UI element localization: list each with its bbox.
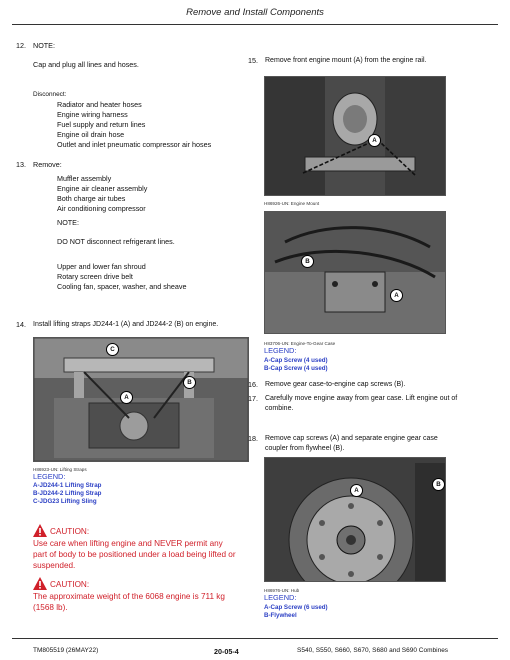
hub-flywheel-photo xyxy=(264,457,446,582)
figure-caption: H86923-UN: Lifting Straps xyxy=(33,467,87,472)
hub-flywheel-illustration xyxy=(265,458,445,581)
legend-title: LEGEND: xyxy=(264,346,297,355)
figure-caption: H83706-UN: Engine-To-Gear Case xyxy=(264,341,336,346)
step-13-label: Remove: xyxy=(33,160,62,169)
step-17-line: Carefully move engine away from gear case. Lift engine out of xyxy=(265,395,458,402)
legend-item: B-JD244-2 Lifting Strap xyxy=(33,490,102,497)
engine-mount-illustration xyxy=(265,77,445,195)
step-15-number: 15. xyxy=(248,56,258,65)
step-14-text: Install lifting straps JD244-1 (A) and JD244-2 (B) on engine. xyxy=(33,321,219,328)
step-12-item: Outlet and inlet pneumatic compressor air hoses xyxy=(57,140,212,149)
footer-page-number: 20-05-4 xyxy=(214,647,239,656)
callout-marker: A xyxy=(390,289,403,302)
legend-item: B-Flywheel xyxy=(264,612,297,619)
callout-marker: B xyxy=(183,376,196,389)
step-14-number: 14. xyxy=(16,320,26,329)
legend-title: LEGEND: xyxy=(33,472,66,481)
step-18-line: Remove cap screws (A) and separate engine gear case xyxy=(265,435,438,442)
footer-rule xyxy=(12,638,498,639)
step-13-item: Cooling fan, spacer, washer, and sheave xyxy=(57,282,187,291)
caution-line: Use care when lifting engine and NEVER permit any xyxy=(33,539,223,548)
callout-marker: A xyxy=(350,484,363,497)
step-16-text: Remove gear case-to-engine cap screws (B). xyxy=(265,381,406,388)
callout-marker: C xyxy=(106,343,119,356)
footer-models: S540, S550, S660, S670, S680 and S690 Combines xyxy=(297,647,449,654)
callout-marker: A xyxy=(120,391,133,404)
step-12-disconnect-label: Disconnect: xyxy=(33,91,67,98)
engine-mount-photo xyxy=(264,76,446,196)
step-13-item: Engine air cleaner assembly xyxy=(57,184,148,193)
figure-caption: H86976-UN: Hub xyxy=(264,588,300,593)
step-17-line: combine. xyxy=(265,405,294,412)
step-13-number: 13. xyxy=(16,160,26,169)
callout-marker: B xyxy=(432,478,445,491)
step-13-note: DO NOT disconnect refrigerant lines. xyxy=(57,237,175,246)
step-13-item: Both charge air tubes xyxy=(57,194,126,203)
legend-item: A-Cap Screw (4 used) xyxy=(264,357,328,364)
step-18-line: coupler from flywheel (B). xyxy=(265,445,345,452)
callout-marker: B xyxy=(301,255,314,268)
step-12-item: Engine oil drain hose xyxy=(57,130,125,139)
lifting-straps-illustration xyxy=(34,338,248,461)
figure-caption: H86926-UN: Engine Mount xyxy=(264,201,320,206)
footer-doc-id: TM805519 (26MAY22) xyxy=(33,647,99,654)
step-12-item: Radiator and heater hoses xyxy=(57,100,142,109)
caution-line: The approximate weight of the 6068 engine is 711 kg xyxy=(33,592,225,601)
legend-item: C-JDG23 Lifting Sling xyxy=(33,498,97,505)
step-13-item: Upper and lower fan shroud xyxy=(57,262,146,271)
step-17-number: 17. xyxy=(248,394,258,403)
step-15-text: Remove front engine mount (A) from the engine rail. xyxy=(265,57,427,64)
step-12-note-label: NOTE: xyxy=(33,41,55,50)
page-header-title: Remove and Install Components xyxy=(186,7,324,18)
step-12-item: Fuel supply and return lines xyxy=(57,120,146,129)
step-18-number: 18. xyxy=(248,434,258,443)
caution-line: part of body to be positioned under a load being lifted or xyxy=(33,550,236,559)
legend-title: LEGEND: xyxy=(264,593,297,602)
lifting-straps-photo xyxy=(33,337,249,462)
engine-gear-case-photo xyxy=(264,211,446,334)
legend-item: A-Cap Screw (6 used) xyxy=(264,604,328,611)
step-12-item: Engine wiring harness xyxy=(57,110,128,119)
header-rule xyxy=(12,24,498,25)
step-12-note: Cap and plug all lines and hoses. xyxy=(33,60,139,69)
caution-line: (1568 lb). xyxy=(33,603,68,612)
engine-gear-case-illustration xyxy=(265,212,445,333)
step-16-number: 16. xyxy=(248,380,258,389)
step-12-number: 12. xyxy=(16,41,26,50)
caution-title: CAUTION: xyxy=(50,580,90,589)
callout-marker: A xyxy=(368,134,381,147)
step-13-item: Rotary screen drive belt xyxy=(57,272,133,281)
step-13-note-label: NOTE: xyxy=(57,218,79,227)
legend-item: B-Cap Screw (4 used) xyxy=(264,365,328,372)
caution-line: suspended. xyxy=(33,561,76,570)
caution-title: CAUTION: xyxy=(50,527,90,536)
step-13-item: Air conditioning compressor xyxy=(57,204,146,213)
legend-item: A-JD244-1 Lifting Strap xyxy=(33,482,102,489)
step-13-item: Muffler assembly xyxy=(57,174,112,183)
